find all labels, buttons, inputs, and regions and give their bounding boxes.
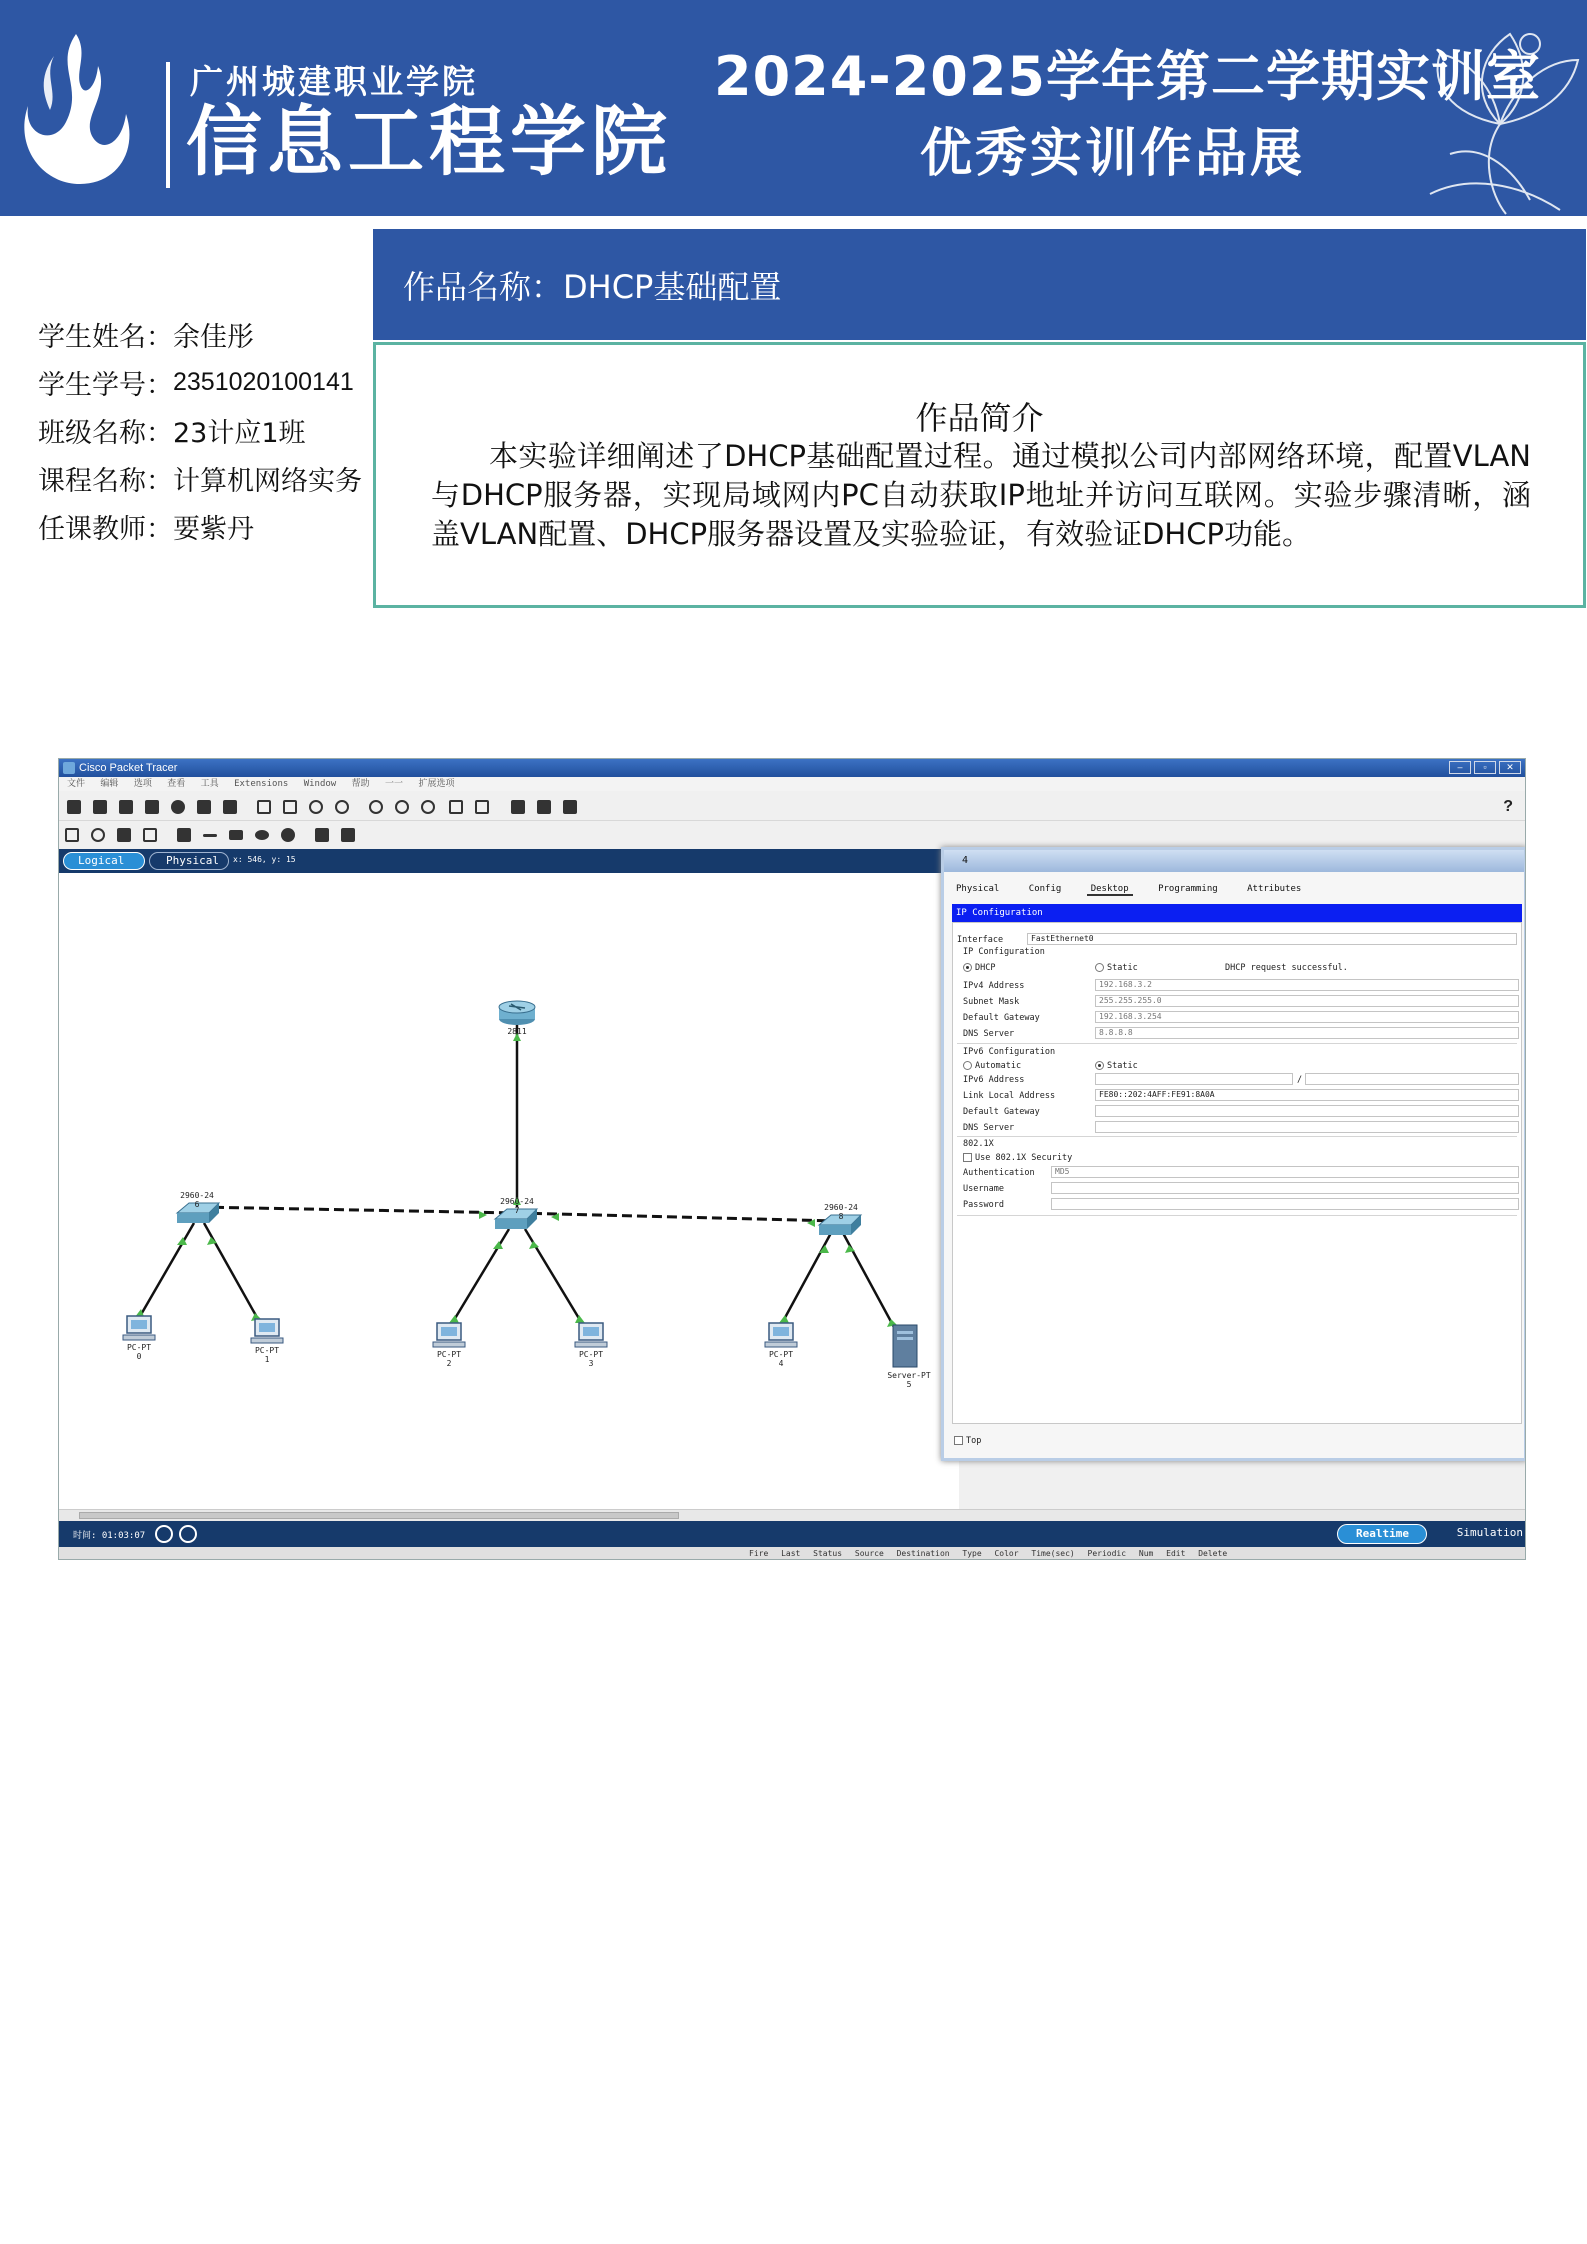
dot1x-checkbox[interactable] <box>963 1153 972 1162</box>
ipv4-address-label: IPv4 Address <box>963 981 1025 991</box>
student-name-row <box>38 310 362 358</box>
course-label: 课程名称： <box>38 465 173 497</box>
student-name-label: 学生姓名： <box>38 321 173 353</box>
screenshot-icon[interactable] <box>537 800 551 814</box>
tab-dialog-physical[interactable]: Physical <box>956 884 1000 894</box>
tab-dialog-config[interactable]: Config <box>1028 884 1062 894</box>
pc-4-number: 4 <box>778 1359 784 1368</box>
section-divider <box>957 1215 1517 1216</box>
router-icon[interactable] <box>499 1001 535 1025</box>
switch-8-label <box>824 1203 858 1221</box>
dialog-tabs <box>952 884 1321 900</box>
ip-configuration-bar: IP Configuration <box>952 904 1522 922</box>
intro-box <box>373 342 1586 608</box>
authentication-select[interactable]: MD5 <box>1051 1166 1519 1178</box>
dot1x-section-label: 802.1X <box>963 1139 994 1149</box>
inspect-icon[interactable] <box>91 828 105 842</box>
username-label: Username <box>963 1184 1004 1194</box>
pc-0-number: 0 <box>136 1352 142 1361</box>
header-banner <box>0 0 1587 216</box>
dhcp-label: DHCP <box>975 963 996 973</box>
password-label: Password <box>963 1200 1004 1210</box>
ipv6-prefix-field[interactable] <box>1305 1073 1519 1085</box>
pc-4-model: PC-PT <box>768 1350 794 1359</box>
link-sw8-pc4 <box>781 1233 831 1325</box>
class-row <box>38 406 362 454</box>
interface-label: Interface <box>957 935 1004 945</box>
cursor-coordinates: x: 546, y: 15 <box>233 855 296 864</box>
power-cycle-icon[interactable] <box>155 1525 173 1543</box>
add-complex-pdu-icon[interactable] <box>341 828 355 842</box>
delete-icon[interactable] <box>117 828 131 842</box>
copy-icon[interactable] <box>257 800 271 814</box>
ipv6-static-label: Static <box>1107 1061 1138 1071</box>
ipv6-automatic-radio[interactable] <box>963 1061 972 1070</box>
class-label: 班级名称： <box>38 417 173 449</box>
ipv6-gateway-field[interactable] <box>1095 1105 1519 1117</box>
fast-forward-icon[interactable] <box>179 1525 197 1543</box>
pc-2-label <box>437 1350 461 1368</box>
app-titlebar <box>59 759 1525 777</box>
router-label: 2811 <box>507 1027 527 1036</box>
pc-4-icon[interactable] <box>765 1323 797 1347</box>
teacher-name: 要紫丹 <box>173 513 254 545</box>
topology-canvas[interactable] <box>59 873 959 1510</box>
ipv6-address-label: IPv6 Address <box>963 1075 1025 1085</box>
dns-server-label: DNS Server <box>963 1029 1015 1039</box>
intro-text: 本实验详细阐述了DHCP基础配置过程。通过模拟公司内部网络环境，配置VLAN与DHCP服务器，实现局域网内PC自动获取IP地址并访问互联网。实验步骤清晰，涵盖VLAN配置、DHCP服务器设置及实验验证，有效验证DHCP功能。 <box>431 439 1531 551</box>
section-divider <box>957 1136 1517 1137</box>
student-id: 2351020100141 <box>173 367 354 396</box>
dialog-title: 4 <box>962 855 969 866</box>
horizontal-scrollbar[interactable] <box>59 1509 1526 1521</box>
window-controls <box>1449 761 1521 774</box>
close-icon[interactable]: ✕ <box>1499 761 1521 774</box>
dns-server-field[interactable]: 8.8.8.8 <box>1095 1027 1519 1039</box>
pc-2-number: 2 <box>446 1359 452 1368</box>
subnet-mask-label: Subnet Mask <box>963 997 1020 1007</box>
college-name: 信息工程学院 <box>186 97 672 186</box>
logo-divider <box>166 62 170 188</box>
zoom-out-icon[interactable] <box>421 800 435 814</box>
ipv6-dns-field[interactable] <box>1095 1121 1519 1133</box>
draw-rectangle-icon[interactable] <box>229 830 243 840</box>
tab-dialog-attributes[interactable]: Attributes <box>1247 884 1302 894</box>
link-sw6-pc1 <box>204 1223 259 1321</box>
ipv6-gateway-label: Default Gateway <box>963 1107 1040 1117</box>
ipv6-automatic-label: Automatic <box>975 1061 1022 1071</box>
restore-icon[interactable]: ▫ <box>1474 761 1496 774</box>
pc-3-number: 3 <box>588 1359 594 1368</box>
simulation-mode-button[interactable]: Simulation <box>1456 1526 1523 1539</box>
static-radio[interactable] <box>1095 963 1104 972</box>
school-name: 广州城建职业学院 <box>190 62 478 101</box>
ipv4-section-label: IP Configuration <box>963 947 1045 957</box>
sim-time: 时间: 01:03:07 <box>73 1531 146 1541</box>
teacher-row <box>38 502 362 550</box>
server-5-icon[interactable] <box>893 1325 917 1367</box>
wizard-icon[interactable] <box>197 800 211 814</box>
ipv6-static-radio[interactable] <box>1095 1061 1104 1070</box>
server-5-label <box>887 1371 930 1389</box>
redo-icon[interactable] <box>335 800 349 814</box>
default-gateway-label: Default Gateway <box>963 1013 1040 1023</box>
ipv6-address-field[interactable] <box>1095 1073 1293 1085</box>
main-toolbar <box>59 791 1525 821</box>
pc-3-icon[interactable] <box>575 1323 607 1347</box>
pc-3-label <box>579 1350 603 1368</box>
drawing-toolbar <box>59 821 1525 849</box>
undo-icon[interactable] <box>309 800 323 814</box>
link-sw6-sw7 <box>199 1207 517 1213</box>
ipv6-section-label: IPv6 Configuration <box>963 1047 1056 1057</box>
tab-physical[interactable]: Physical <box>149 852 229 870</box>
switch-8-number: 8 <box>838 1212 844 1221</box>
new-file-icon[interactable] <box>67 800 81 814</box>
switch-8-model: 2960-24 <box>824 1203 858 1212</box>
top-checkbox-label: Top <box>966 1436 982 1446</box>
default-gateway-field[interactable]: 192.168.3.254 <box>1095 1011 1519 1023</box>
info-icon[interactable] <box>171 800 185 814</box>
tab-logical[interactable]: Logical <box>63 852 145 870</box>
college-logo-icon <box>14 26 144 196</box>
freeform-icon[interactable] <box>281 828 295 842</box>
class-name: 23计应1班 <box>173 417 306 449</box>
top-checkbox[interactable] <box>954 1436 963 1445</box>
link-sw6-pc0 <box>139 1223 194 1318</box>
zoom-in-icon[interactable] <box>369 800 383 814</box>
tab-dialog-desktop[interactable]: Desktop <box>1087 884 1133 896</box>
server-5-model: Server-PT <box>887 1371 931 1380</box>
course-name: 计算机网络实务 <box>173 465 362 497</box>
pc-config-dialog <box>941 847 1526 1461</box>
dhcp-radio[interactable] <box>963 963 972 972</box>
pc-3-model: PC-PT <box>578 1350 604 1359</box>
dialog-titlebar <box>944 850 1524 872</box>
draw-ellipse-icon[interactable] <box>255 830 269 840</box>
switch-6-model: 2960-24 <box>180 1191 214 1200</box>
activity-icon[interactable] <box>223 800 237 814</box>
tab-dialog-programming[interactable]: Programming <box>1158 884 1218 894</box>
student-id-label: 学生学号： <box>38 369 173 401</box>
authentication-label: Authentication <box>963 1168 1035 1178</box>
minimize-icon[interactable]: – <box>1449 761 1471 774</box>
place-note-icon[interactable] <box>177 828 191 842</box>
pc-2-model: PC-PT <box>436 1350 462 1359</box>
student-name: 余佳彤 <box>173 321 254 353</box>
exhibition-subtitle: 优秀实训作品展 <box>920 124 1306 184</box>
course-row <box>38 454 362 502</box>
dot1x-checkbox-label: Use 802.1X Security <box>975 1153 1073 1163</box>
select-icon[interactable] <box>65 828 79 842</box>
packet-tracer-screenshot <box>58 758 1526 1560</box>
pc-1-icon[interactable] <box>251 1319 283 1343</box>
static-label: Static <box>1107 963 1138 973</box>
pc-1-model: PC-PT <box>254 1346 280 1355</box>
section-divider <box>957 1043 1517 1044</box>
link-local-label: Link Local Address <box>963 1091 1056 1101</box>
pc-1-label <box>255 1346 279 1364</box>
scrollbar-thumb[interactable] <box>79 1512 679 1519</box>
custom-device-icon[interactable] <box>475 800 489 814</box>
ipv6-dns-label: DNS Server <box>963 1123 1015 1133</box>
link-sw7-sw8 <box>517 1213 837 1221</box>
subnet-mask-field[interactable]: 255.255.255.0 <box>1095 995 1519 1007</box>
open-folder-icon[interactable] <box>93 800 107 814</box>
app-title: Cisco Packet Tracer <box>79 762 178 774</box>
pc-2-icon[interactable] <box>433 1323 465 1347</box>
switch-6-label <box>180 1191 214 1209</box>
link-local-field[interactable]: FE80::202:4AFF:FE91:8A0A <box>1095 1089 1519 1101</box>
menu-bar[interactable]: 文件 编辑 选项 查看 工具 Extensions Window 帮助 一一 扩展选项 <box>59 777 1525 791</box>
switch-7-number: 7 <box>514 1206 520 1215</box>
username-field[interactable] <box>1051 1182 1519 1194</box>
student-id-row <box>38 358 362 406</box>
password-field[interactable] <box>1051 1198 1519 1210</box>
teacher-label: 任课教师： <box>38 513 173 545</box>
ipv6-prefix-slash: / <box>1297 1075 1303 1085</box>
pdu-list-header: Fire Last Status Source Destination Type Color Time(sec) Periodic Num Edit Delete <box>749 1549 1228 1558</box>
ip-configuration-panel <box>952 922 1522 1424</box>
workspace-navbar <box>59 849 959 873</box>
switch-7-label <box>500 1197 534 1215</box>
lotus-decoration-icon <box>1410 4 1587 216</box>
pc-1-number: 1 <box>264 1355 270 1364</box>
pc-4-label <box>769 1350 793 1368</box>
link-sw7-pc2 <box>451 1229 509 1325</box>
pc-0-icon[interactable] <box>123 1316 155 1340</box>
work-title: 作品名称：DHCP基础配置 <box>373 229 1586 340</box>
app-icon <box>63 762 75 774</box>
bottom-panel <box>59 1547 1526 1560</box>
intro-heading: 作品简介 <box>915 399 1044 437</box>
student-info <box>38 310 362 550</box>
switch-6-number: 6 <box>194 1200 200 1209</box>
save-icon[interactable] <box>119 800 133 814</box>
exhibition-title: 2024-2025学年第二学期实训室 <box>714 45 1541 108</box>
draw-line-icon[interactable] <box>203 834 217 837</box>
ipv4-address-field[interactable]: 192.168.3.2 <box>1095 979 1519 991</box>
help-icon[interactable]: ? <box>1503 798 1513 815</box>
print-icon[interactable] <box>145 800 159 814</box>
interface-select[interactable]: FastEthernet0 <box>1027 933 1517 945</box>
realtime-mode-button[interactable]: Realtime <box>1337 1524 1427 1544</box>
resize-icon[interactable] <box>143 828 157 842</box>
server-5-number: 5 <box>906 1380 912 1389</box>
switch-7-model: 2960-24 <box>500 1197 534 1206</box>
notes-icon[interactable] <box>511 800 525 814</box>
pc-0-label <box>127 1343 151 1361</box>
add-simple-pdu-icon[interactable] <box>315 828 329 842</box>
image-icon[interactable] <box>563 800 577 814</box>
zoom-reset-icon[interactable] <box>395 800 409 814</box>
status-bar <box>59 1521 1526 1547</box>
dhcp-status: DHCP request successful. <box>1225 963 1348 973</box>
paste-icon[interactable] <box>283 800 297 814</box>
palette-icon[interactable] <box>449 800 463 814</box>
pc-0-model: PC-PT <box>126 1343 152 1352</box>
